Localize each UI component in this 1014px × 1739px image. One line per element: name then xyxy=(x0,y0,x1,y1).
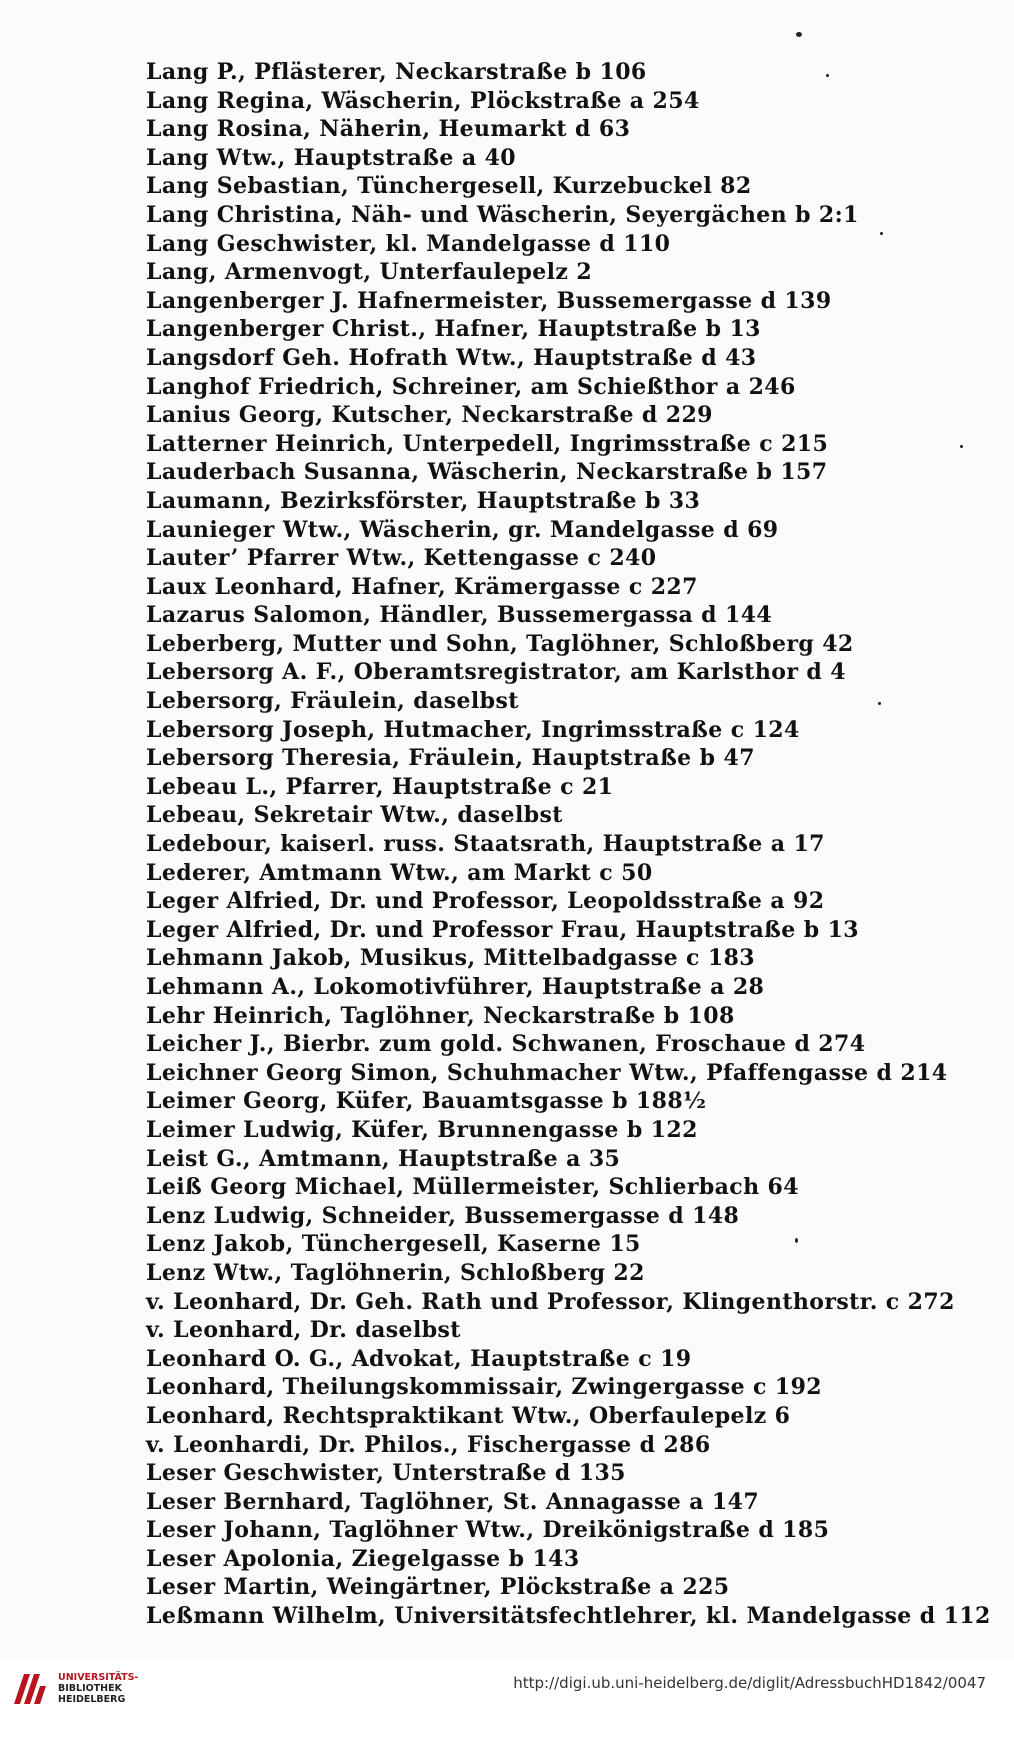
address-entry: Leonhard, Theilungskommissair, Zwingergasse c 192 xyxy=(146,1374,823,1401)
address-entry: Lauter’ Pfarrer Wtw., Kettengasse c 240 xyxy=(146,545,657,572)
footer-bar xyxy=(0,1658,1014,1739)
logo-line: UNIVERSITÄTS- xyxy=(58,1671,139,1683)
address-entry: Lang Wtw., Hauptstraße a 40 xyxy=(146,144,517,171)
address-entry: Lebeau L., Pfarrer, Hauptstraße c 21 xyxy=(146,773,614,800)
address-entry: Leberberg, Mutter und Sohn, Taglöhner, Schloßberg 42 xyxy=(146,630,854,657)
address-entry: Leßmann Wilhelm, Universitätsfechtlehrer, kl. Mandelgasse d 112 xyxy=(146,1603,991,1630)
address-entry: Lanius Georg, Kutscher, Neckarstraße d 229 xyxy=(146,402,713,429)
address-entry: Leichner Georg Simon, Schuhmacher Wtw., Pfaffengasse d 214 xyxy=(146,1059,948,1086)
address-entry: Leist G., Amtmann, Hauptstraße a 35 xyxy=(146,1145,621,1172)
address-entry: Lang Regina, Wäscherin, Plöckstraße a 254 xyxy=(146,87,700,114)
address-entry: Launieger Wtw., Wäscherin, gr. Mandelgasse d 69 xyxy=(146,516,779,543)
address-entry: Langenberger J. Hafnermeister, Bussemergasse d 139 xyxy=(146,287,832,314)
address-entry: Lebersorg A. F., Oberamtsregistrator, am Karlsthor d 4 xyxy=(146,659,846,686)
address-entry-list xyxy=(146,58,991,1631)
address-entry: Laumann, Bezirksförster, Hauptstraße b 33 xyxy=(146,487,701,514)
address-entry: Lenz Ludwig, Schneider, Bussemergasse d 148 xyxy=(146,1202,740,1229)
address-entry: Latterner Heinrich, Unterpedell, Ingrimsstraße c 215 xyxy=(146,430,829,457)
address-entry: Leonhard O. G., Advokat, Hauptstraße c 19 xyxy=(146,1345,692,1372)
address-entry: Langhof Friedrich, Schreiner, am Schießthor a 246 xyxy=(146,373,796,400)
address-entry: Leser Geschwister, Unterstraße d 135 xyxy=(146,1460,626,1487)
address-entry: Leiß Georg Michael, Müllermeister, Schlierbach 64 xyxy=(146,1174,799,1201)
address-entry: Ledebour, kaiserl. russ. Staatsrath, Hauptstraße a 17 xyxy=(146,831,825,858)
address-entry: Lazarus Salomon, Händler, Bussemergassa d 144 xyxy=(146,602,773,629)
address-entry: Lenz Jakob, Tünchergesell, Kaserne 15 xyxy=(146,1231,641,1258)
address-entry: Leimer Ludwig, Küfer, Brunnengasse b 122 xyxy=(146,1116,698,1143)
logo-line: HEIDELBERG xyxy=(58,1693,126,1705)
address-entry: Lang Christina, Näh- und Wäscherin, Seyergächen b 2:1 xyxy=(146,201,859,228)
source-url-link[interactable]: http://digi.ub.uni-heidelberg.de/diglit/AdressbuchHD1842/0047 xyxy=(513,1674,986,1692)
address-entry: Lebeau, Sekretair Wtw., daselbst xyxy=(146,802,563,829)
address-entry: Leger Alfried, Dr. und Professor Frau, Hauptstraße b 13 xyxy=(146,916,859,943)
logo-line: BIBLIOTHEK xyxy=(58,1682,122,1694)
address-entry: Lehr Heinrich, Taglöhner, Neckarstraße b 108 xyxy=(146,1002,735,1029)
address-entry: Lang Geschwister, kl. Mandelgasse d 110 xyxy=(146,230,671,257)
address-entry: Leser Bernhard, Taglöhner, St. Annagasse a 147 xyxy=(146,1488,760,1515)
address-entry: Lebersorg, Fräulein, daselbst xyxy=(146,688,519,715)
ink-speck xyxy=(796,32,802,37)
address-entry: Lang P., Pflästerer, Neckarstraße b 106 xyxy=(146,59,647,85)
address-entry: Leser Johann, Taglöhner Wtw., Dreikönigstraße d 185 xyxy=(146,1517,830,1544)
address-entry: Lenz Wtw., Taglöhnerin, Schloßberg 22 xyxy=(146,1259,645,1286)
library-logo-text xyxy=(58,1672,138,1705)
address-entry: v. Leonhard, Dr. Geh. Rath und Professor, Klingenthorstr. c 272 xyxy=(146,1288,955,1315)
address-entry: Lehmann A., Lokomotivführer, Hauptstraße a 28 xyxy=(146,974,765,1000)
library-logo xyxy=(10,1668,138,1708)
address-entry: v. Leonhard, Dr. daselbst xyxy=(146,1317,461,1344)
address-entry: Lebersorg Joseph, Hutmacher, Ingrimsstraße c 124 xyxy=(146,716,800,743)
address-entry: Langsdorf Geh. Hofrath Wtw., Hauptstraße d 43 xyxy=(146,344,757,371)
address-entry: Leger Alfried, Dr. und Professor, Leopoldsstraße a 92 xyxy=(146,888,825,915)
address-entry: Laux Leonhard, Hafner, Krämergasse c 227 xyxy=(146,573,698,600)
address-entry: Lehmann Jakob, Musikus, Mittelbadgasse c 183 xyxy=(146,945,756,972)
address-entry: Leimer Georg, Küfer, Bauamtsgasse b 188½ xyxy=(146,1088,707,1115)
library-logo-icon xyxy=(10,1668,50,1708)
address-entry: Leser Apolonia, Ziegelgasse b 143 xyxy=(146,1545,580,1572)
address-entry: Lang, Armenvogt, Unterfaulepelz 2 xyxy=(146,259,593,286)
address-entry: v. Leonhardi, Dr. Philos., Fischergasse d 286 xyxy=(146,1431,711,1458)
address-entry: Lang Sebastian, Tünchergesell, Kurzebuckel 82 xyxy=(146,173,752,200)
address-entry: Lang Rosina, Näherin, Heumarkt d 63 xyxy=(146,116,631,143)
address-entry: Langenberger Christ., Hafner, Hauptstraße b 13 xyxy=(146,316,761,343)
address-entry: Leonhard, Rechtspraktikant Wtw., Oberfaulepelz 6 xyxy=(146,1402,791,1429)
address-entry: Lauderbach Susanna, Wäscherin, Neckarstraße b 157 xyxy=(146,459,828,486)
address-entry: Leser Martin, Weingärtner, Plöckstraße a 225 xyxy=(146,1574,730,1601)
address-entry: Leicher J., Bierbr. zum gold. Schwanen, Froschaue d 274 xyxy=(146,1031,866,1058)
address-entry: Lebersorg Theresia, Fräulein, Hauptstraße b 47 xyxy=(146,745,755,772)
address-entry: Lederer, Amtmann Wtw., am Markt c 50 xyxy=(146,859,653,886)
